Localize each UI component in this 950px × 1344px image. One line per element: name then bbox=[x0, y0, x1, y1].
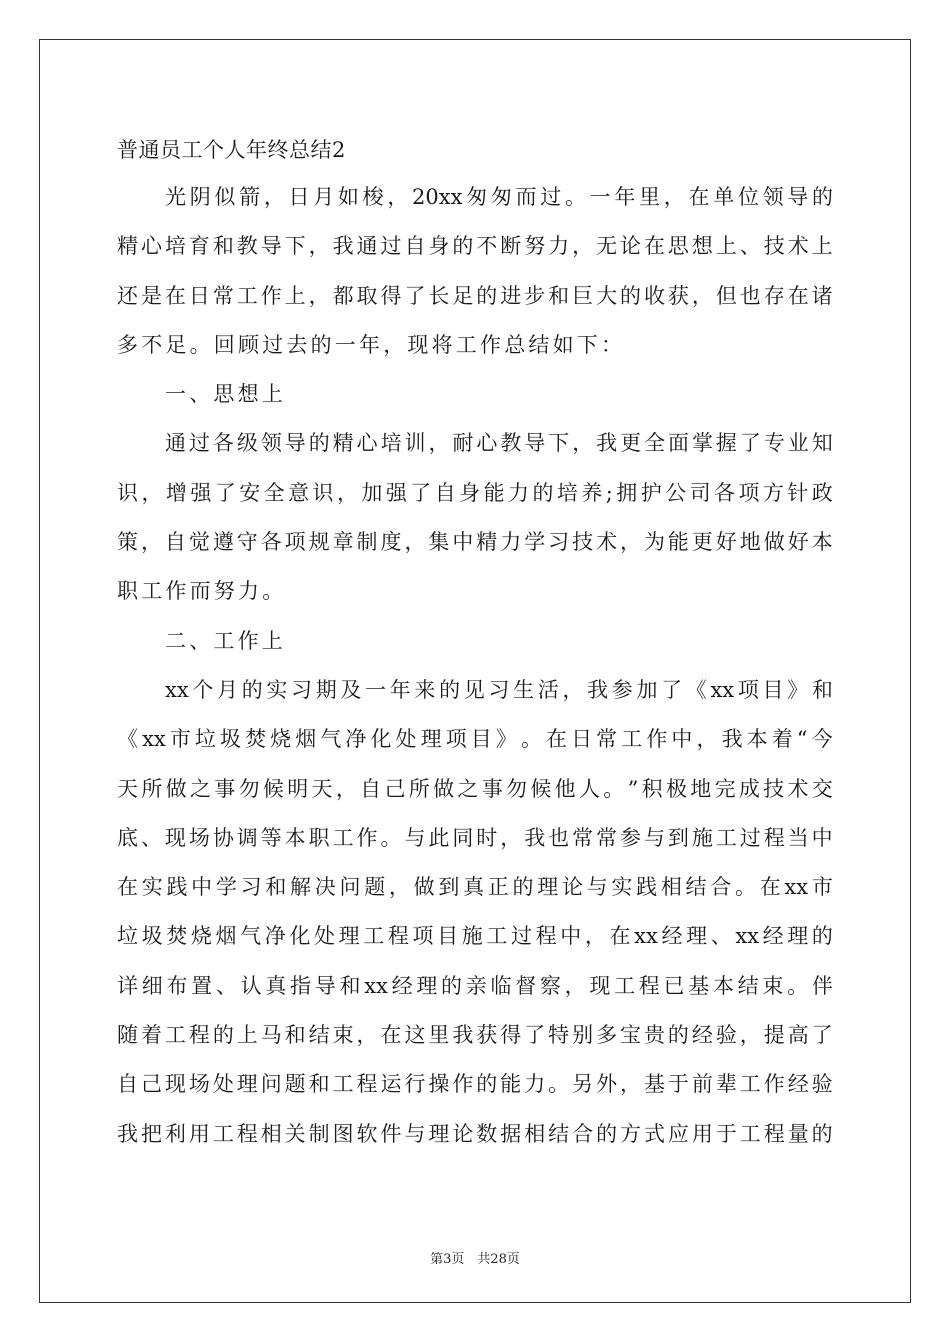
text-line: 精 心 培 育 和 教 导 下 ， 我 通 过 自 身 的 不 断 努 力 ， 无 论 在 思 想 上 、 技 术 上 bbox=[117, 234, 833, 259]
text-line: 详 细 布 置 、 认 真 指 导 和 xx 经 理 的 亲 临 督 察 ， 现 工 程 已 基 本 结 束 。 伴 bbox=[117, 973, 833, 998]
document-body bbox=[117, 128, 833, 1159]
text-line: 职工作而努力。 bbox=[117, 579, 287, 604]
text-line: 光 阴 似 箭 ， 日 月 如 梭 ， 20xx 匆 匆 而 过 。 一 年 里 ， 在 单 位 领 导 的 bbox=[165, 185, 833, 209]
text-line: 随 着 工 程 的 上 马 和 结 束 ， 在 这 里 我 获 得 了 特 别 多 宝 贵 的 经 验 ， 提 高 了 bbox=[117, 1023, 833, 1048]
text-line: 我 把 利 用 工 程 相 关 制 图 软 件 与 理 论 数 据 相 结 合 的 方 式 应 用 于 工 程 量 的 bbox=[117, 1121, 833, 1146]
text-line: 天 所 做 之 事 勿 候 明 天 ， 自 己 所 做 之 事 勿 候 他 人 。 ” 积 极 地 完 成 技 术 交 bbox=[117, 776, 833, 801]
text-line: 垃 圾 焚 烧 烟 气 净 化 处 理 工 程 项 目 施 工 过 程 中 ， 在 xx 经 理 、 xx 经 理 的 bbox=[117, 924, 833, 949]
text-line: 多不足。回顾过去的一年，现将工作总结如下： bbox=[117, 332, 626, 357]
text-line: 《 xx 市 垃 圾 焚 烧 烟 气 净 化 处 理 项 目 》 。 在 日 常 工 作 中 ， 我 本 着 “ 今 bbox=[117, 727, 833, 752]
text-line: 底 、 现 场 协 调 等 本 职 工 作 。 与 此 同 时 ， 我 也 常 常 参 与 到 施 工 过 程 当 中 bbox=[117, 825, 833, 850]
text-line: 策 ， 自 觉 遵 守 各 项 规 章 制 度 ， 集 中 精 力 学 习 技 术 ， 为 能 更 好 地 做 好 本 bbox=[117, 530, 833, 555]
text-line: 在 实 践 中 学 习 和 解 决 问 题 ， 做 到 真 正 的 理 论 与 实 践 相 结 合 。 在 xx 市 bbox=[117, 875, 833, 900]
text-line: 通 过 各 级 领 导 的 精 心 培 训 ， 耐 心 教 导 下 ， 我 更 全 面 掌 握 了 专 业 知 bbox=[165, 431, 833, 456]
text-line: 自 己 现 场 处 理 问 题 和 工 程 运 行 操 作 的 能 力 。 另 外 ， 基 于 前 辈 工 作 经 验 bbox=[117, 1072, 833, 1097]
document-paragraphs bbox=[117, 173, 833, 1159]
text-line: 识 ， 增 强 了 安 全 意 识 ， 加 强 了 自 身 能 力 的 培 养 ; 拥 护 公 司 各 项 方 针 政 bbox=[117, 480, 833, 505]
text-line: 二、工作上 bbox=[165, 628, 286, 653]
page-footer: 第3页 共28页 bbox=[430, 1252, 520, 1267]
text-line: 一、思想上 bbox=[165, 382, 286, 407]
text-line: xx 个 月 的 实 习 期 及 一 年 来 的 见 习 生 活 ， 我 参 加 了 《 xx 项 目 》 和 bbox=[165, 677, 833, 702]
document-title: 普通员工个人年终总结2 bbox=[117, 138, 346, 162]
text-line: 还 是 在 日 常 工 作 上 ， 都 取 得 了 长 足 的 进 步 和 巨 大 的 收 获 ， 但 也 存 在 诸 bbox=[117, 283, 833, 308]
